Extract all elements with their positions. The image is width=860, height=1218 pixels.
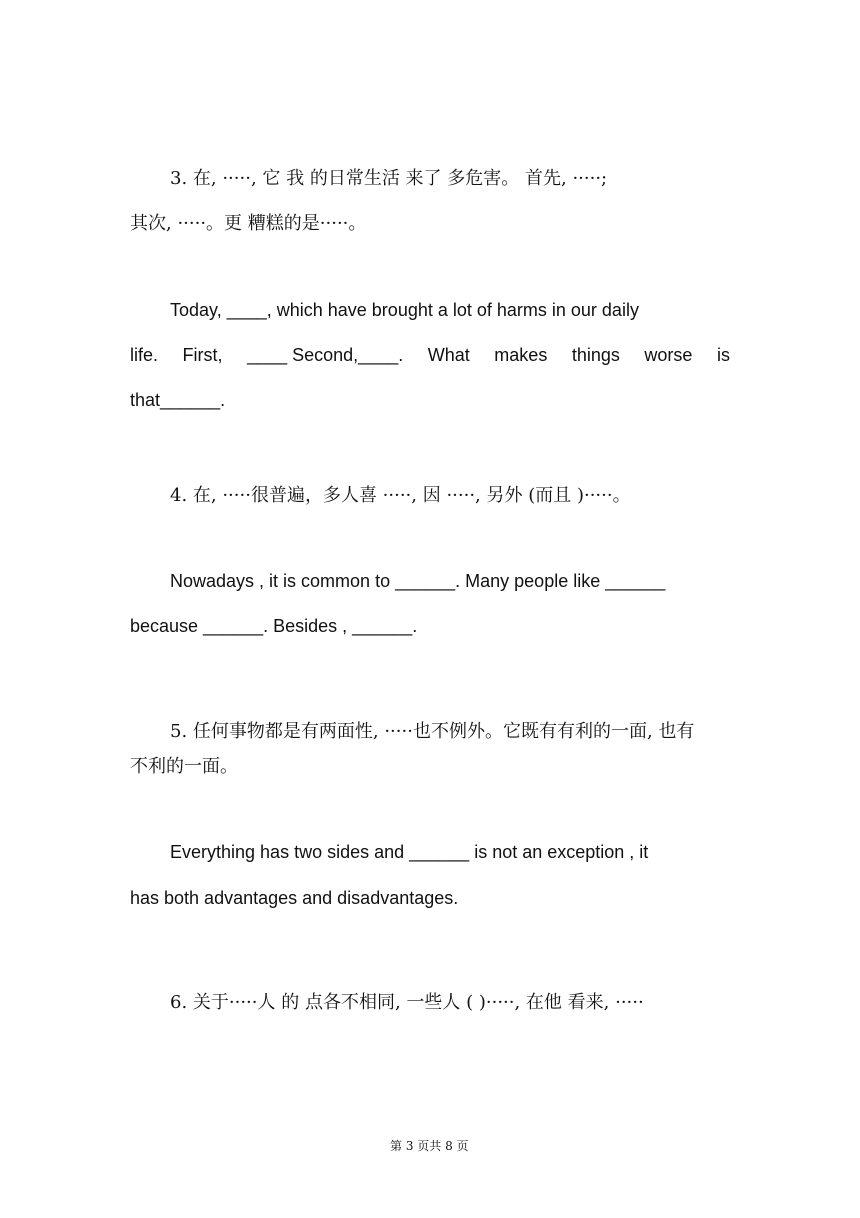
section-4-zh-line-1: 4. 在, ·····很普遍，多人喜 ·····, 因 ·····, 另外 (而且 )·····。: [170, 485, 631, 506]
section-3-en-line-3: that______.: [130, 390, 226, 410]
section-5-zh-line-2: 不利的一面。: [130, 756, 238, 777]
word: ____ Second,____.: [247, 345, 404, 365]
section-3-en-line-1: Today, ____, which have brought a lot of harms in our daily: [170, 300, 639, 320]
page-footer: 第 3 页共 8 页: [390, 1139, 469, 1153]
section-3-zh-line-2: 其次, ·····。更 糟糕的是·····。: [130, 213, 367, 234]
word: First,: [182, 345, 223, 365]
section-4-en-line-1: Nowadays , it is common to ______. Many people like ______: [170, 571, 666, 591]
section-3-zh-line-1: 3. 在, ·····, 它 我 的日常生活 来了 多危害。 首先, ·····;: [170, 168, 608, 189]
word: What: [427, 345, 470, 365]
word: worse: [644, 345, 693, 365]
word: life.: [130, 345, 159, 365]
section-5-en-line-1: Everything has two sides and ______ is not an exception , it: [170, 842, 649, 862]
section-5-en-line-2: has both advantages and disadvantages.: [130, 888, 459, 908]
section-3-en-line-2: [130, 345, 730, 366]
section-6-zh-line-1: 6. 关于·····人 的 点各不相同, 一些人 ( )·····, 在他 看来, ·····: [170, 992, 644, 1013]
word: makes: [494, 345, 548, 365]
section-5-zh-line-1: 5. 任何事物都是有两面性, ·····也不例外。它既有有利的一面, 也有: [170, 721, 695, 742]
word: is: [716, 345, 730, 365]
word: things: [571, 345, 620, 365]
section-4-en-line-2: because ______. Besides , ______.: [130, 616, 418, 636]
